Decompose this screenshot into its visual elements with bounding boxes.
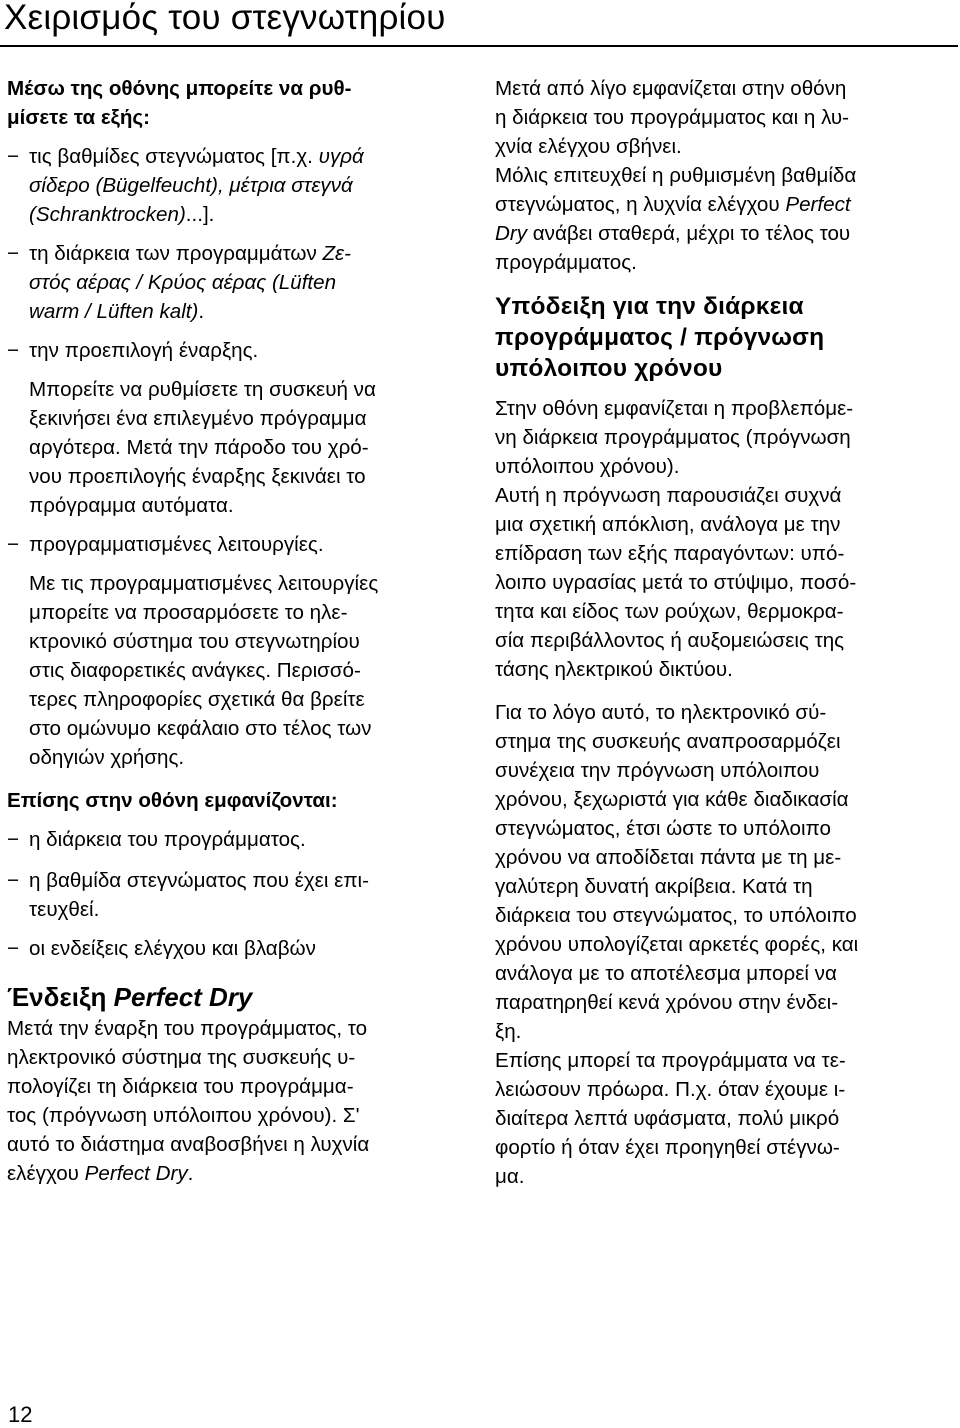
paragraph-line: ελέγχου Perfect Dry. (7, 1162, 194, 1185)
paragraph-line: Dry ανάβει σταθερά, μέχρι το τέλος του (495, 222, 851, 245)
paragraph-line: Με τις προγραμματισμένες λειτουργίες (29, 572, 379, 595)
page-number: 12 (8, 1402, 33, 1427)
list-item: − οι ενδείξεις ελέγχου και βλαβών (7, 934, 467, 963)
left-column (7, 74, 467, 1188)
title-rule (0, 45, 958, 47)
paragraph-line: ανάλογα με το αποτέλεσμα μπορεί να (495, 962, 837, 985)
paragraph-line: στημα της συσκευής αναπροσαρμόζει (495, 730, 841, 753)
dash-bullet: − (7, 533, 20, 556)
dash-bullet: − (7, 869, 20, 892)
paragraph-line: πολογίζει τη διάρκεια του προγράμμα- (7, 1075, 354, 1098)
list-item-continuation: σίδερο (Bügelfeucht), μέτρια στεγνά (29, 174, 353, 197)
paragraph-line: οδηγιών χρήσης. (29, 746, 185, 769)
paragraph-line: μα. (495, 1165, 525, 1188)
paragraph-line: επίδραση των εξής παραγόντων: υπό- (495, 542, 845, 565)
paragraph-line: νη διάρκεια προγράμματος (πρόγνωση (495, 426, 851, 449)
paragraph-line: Επίσης μπορεί τα προγράμματα να τε- (495, 1049, 846, 1072)
paragraph-line: στεγνώματος, έτσι ώστε το υπόλοιπο (495, 817, 831, 840)
paragraph-line: Μετά την έναρξη του προγράμματος, το (7, 1017, 368, 1040)
paragraph-line: Μετά από λίγο εμφανίζεται στην οθόνη (495, 77, 847, 100)
list-item: − προγραμματισμένες λειτουργίες. (7, 530, 467, 559)
paragraph-line: χνία ελέγχου σβήνει. (495, 135, 682, 158)
paragraph-line: χρόνου να αποδίδεται πάντα με τη με- (495, 846, 842, 869)
paragraph-line: Μόλις επιτευχθεί η ρυθμισμένη βαθμίδα (495, 164, 857, 187)
paragraph-line: αργότερα. Μετά την πάροδο του χρό- (29, 436, 369, 459)
paragraph-line: Μπορείτε να ρυθμίσετε τη συσκευή να (29, 378, 376, 401)
list-item: − τη διάρκεια των προγραμμάτων Ζε- (7, 239, 467, 268)
list-item: − η βαθμίδα στεγνώματος που έχει επι- (7, 866, 467, 895)
dash-bullet: − (7, 242, 20, 265)
intro-line: Μέσω της οθόνης μπορείτε να ρυθ- (7, 77, 352, 100)
list-item-continuation: στός αέρας / Κρύος αέρας (Lüften (29, 271, 337, 294)
dash-bullet: − (7, 828, 20, 851)
intro-line: μίσετε τα εξής: (7, 106, 150, 129)
paragraph-line: παρατηρηθεί κενά χρόνου στην ένδει- (495, 991, 839, 1014)
paragraph-line: αυτό το διάστημα αναβοσβήνει η λυχνία (7, 1133, 370, 1156)
page-title: Χειρισμός του στεγνωτηρίου (4, 0, 446, 37)
paragraph-line: λειώσουν πρόωρα. Π.χ. όταν έχουμε ι- (495, 1078, 846, 1101)
paragraph-line: συνέχεια την πρόγνωση υπόλοιπου (495, 759, 820, 782)
paragraph-line: Στην οθόνη εμφανίζεται η προβλεπόμε- (495, 397, 854, 420)
paragraph-line: νου προεπιλογής έναρξης ξεκινάει το (29, 465, 366, 488)
list-item-continuation: τευχθεί. (29, 898, 100, 921)
paragraph-line: Για το λόγο αυτό, το ηλεκτρονικό σύ- (495, 701, 827, 724)
paragraph-line: τητα και είδος των ρούχων, θερμοκρα- (495, 600, 844, 623)
list-item: − η διάρκεια του προγράμματος. (7, 825, 467, 854)
paragraph-line: ξεκινήσει ένα επιλεγμένο πρόγραμμα (29, 407, 367, 430)
paragraph-line: Αυτή η πρόγνωση παρουσιάζει συχνά (495, 484, 842, 507)
paragraph-line: χρόνου υπολογίζεται αρκετές φορές, και (495, 933, 859, 956)
dash-bullet: − (7, 145, 20, 168)
paragraph-line: υπόλοιπου χρόνου). (495, 455, 680, 478)
paragraph-line: χρόνου, ξεχωριστά για κάθε διαδικασία (495, 788, 849, 811)
paragraph-line: διάρκεια του στεγνώματος, το υπόλοιπο (495, 904, 857, 927)
paragraph-line: μπορείτε να προσαρμόσετε το ηλε- (29, 601, 348, 624)
paragraph-line: λοιπο υγρασίας μετά το στύψιμο, ποσό- (495, 571, 857, 594)
section-heading-duration: προγράμματος / πρόγνωση (495, 324, 825, 351)
list-item: − την προεπιλογή έναρξης. (7, 336, 467, 365)
dash-bullet: − (7, 937, 20, 960)
paragraph-line: τερες πληροφορίες σχετικά θα βρείτε (29, 688, 365, 711)
section-heading-duration: Υπόδειξη για την διάρκεια (495, 293, 804, 320)
subheading: Επίσης στην οθόνη εμφανίζονται: (7, 789, 338, 812)
paragraph-line: στο ομώνυμο κεφάλαιο στο τέλος των (29, 717, 372, 740)
paragraph-line: μια σχετική απόκλιση, ανάλογα με την (495, 513, 841, 536)
paragraph-line: τάσης ηλεκτρικού δικτύου. (495, 658, 733, 681)
paragraph-line: προγράμματος. (495, 251, 637, 274)
paragraph-line: πρόγραμμα αυτόματα. (29, 494, 234, 517)
section-heading-duration: υπόλοιπου χρόνου (495, 355, 723, 382)
paragraph-line: ξη. (495, 1020, 522, 1043)
paragraph-line: στις διαφορετικές ανάγκες. Περισσό- (29, 659, 361, 682)
right-column (495, 74, 950, 1191)
section-heading-perfect-dry: Ένδειξη Perfect Dry (7, 982, 253, 1012)
paragraph-line: διαίτερα λεπτά υφάσματα, πολύ μικρό (495, 1107, 840, 1130)
paragraph-line: τος (πρόγνωση υπόλοιπου χρόνου). Σ' (7, 1104, 360, 1127)
list-item: − τις βαθμίδες στεγνώματος [π.χ. υγρά (7, 142, 467, 171)
list-item-continuation: (Schranktrocken)...]. (29, 203, 215, 226)
paragraph-line: φορτίο ή όταν έχει προηγηθεί στέγνω- (495, 1136, 840, 1159)
paragraph-line: στεγνώματος, η λυχνία ελέγχου Perfect (495, 193, 851, 216)
paragraph-line: η διάρκεια του προγράμματος και η λυ- (495, 106, 850, 129)
paragraph-line: σία περιβάλλοντος ή αυξομειώσεις της (495, 629, 845, 652)
dash-bullet: − (7, 339, 20, 362)
paragraph-line: ηλεκτρονικό σύστημα της συσκευής υ- (7, 1046, 356, 1069)
list-item-continuation: warm / Lüften kalt). (29, 300, 205, 323)
paragraph-line: κτρονικό σύστημα του στεγνωτηρίου (29, 630, 360, 653)
paragraph-line: γαλύτερη δυνατή ακρίβεια. Κατά τη (495, 875, 813, 898)
